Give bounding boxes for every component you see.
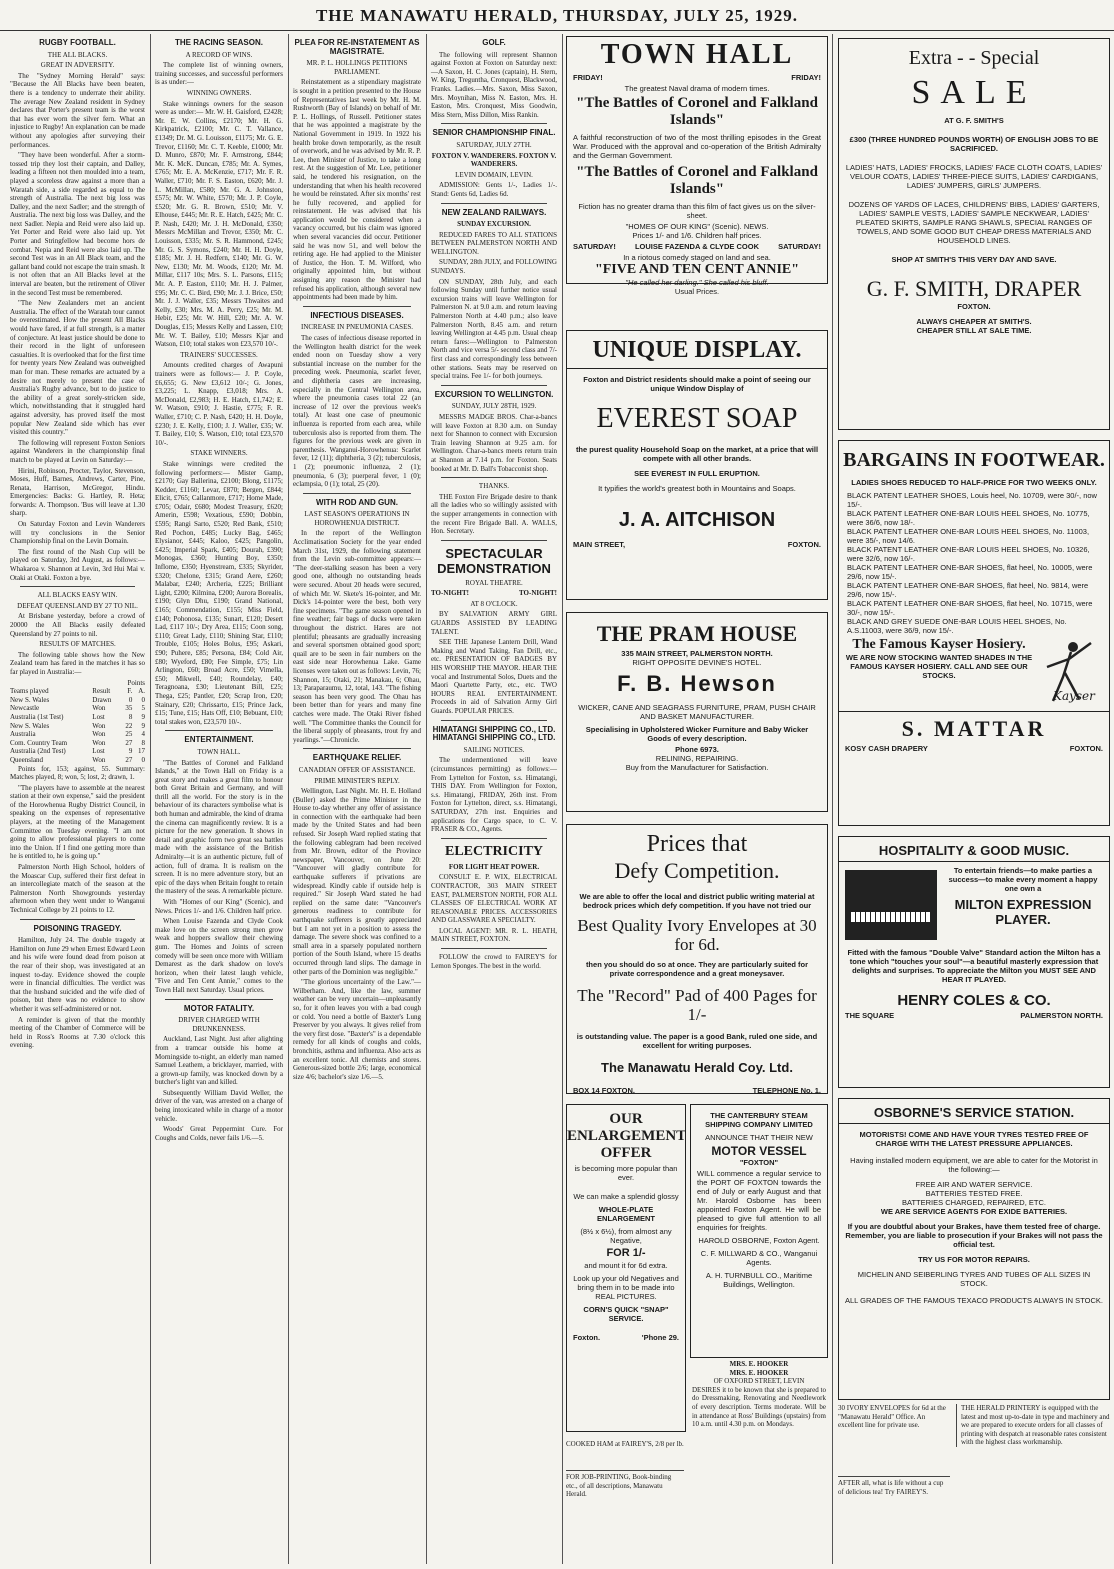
paragraph: Palmerston North High School, holders of the Moascar Cup, suffered their first defeat in an intercollegiate match of the season at the Palmerston North Showgrounds yesterday afternoon when they went under to Wanganui Technical College by 21 points to 12.: [10, 863, 145, 914]
ad-title: THE CANTERBURY STEAM SHIPPING COMPANY LIMITED: [705, 1111, 813, 1129]
ad-row: [567, 71, 827, 84]
ad-text: CORN'S QUICK "SNAP" SERVICE.: [583, 1305, 669, 1323]
ad-title: MRS. E. HOOKER: [729, 1360, 789, 1368]
column-news: [293, 34, 421, 1564]
ad-prices-defy: [566, 824, 828, 1094]
ad-text: WHOLE-PLATE ENLARGEMENT: [597, 1205, 655, 1223]
ad-text: WE ARE SERVICE AGENTS FOR EXIDE BATTERIES.: [880, 1207, 1068, 1216]
masthead-title: THE MANAWATU HERALD, THURSDAY, JULY 25, 1929.: [315, 6, 799, 25]
subheading: STAKE WINNERS.: [190, 449, 248, 458]
merchant-name: F. B. Hewson: [617, 671, 777, 696]
notice-text: AFTER all, what is life without a cup of delicious tea! Try FAIREY'S.: [838, 1479, 944, 1496]
ad-text: Look up your old Negatives and bring them in to be made into REAL PICTURES.: [573, 1274, 679, 1301]
subheading: CANADIAN OFFER OF ASSISTANCE.: [298, 765, 416, 774]
subheading: WINNING OWNERS.: [186, 88, 252, 97]
column-rule: [150, 34, 151, 1564]
table-header: Result: [92, 687, 111, 696]
ad-text: ANNOUNCE THAT THEIR NEW: [705, 1133, 813, 1142]
ad-title: SALE: [911, 74, 1037, 111]
headline: POISONING TRAGEDY.: [33, 923, 122, 933]
ad-text: then you should do so at once. They are particularly suited for private correspondence and a great moneysaver.: [585, 960, 809, 978]
paragraph: Reinstatement as a stipendiary magistrate is sought in a petition presented to the House of Representatives last week by Mr. H. M. Rushworth (Bay of Islands) on behalf of Mr. P. L. Hollings, of Russell. Petitioner states that he was appointed a magistrate by the National Government in 1919. In 1922 his health broke down temporarily, as the result of overwork, and he was advised by Mr. R. P. Lee, then Minister of Justice, to take a long rest. At the suggestion of Mr. Lee, petitioner said, he tendered his resignation, on the understanding that when his health recovered he would be reinstated. After six months' rest he fully recovered, and applied for reinstatement. He was advised that his application would be considered when a vacancy occurred, but his claim was ignored when several vacancies did occur. Petitioner said he was now 51, and well below the retiring age. He had applied to the Minister of Justice, the Hon. T. M. Wilford, who originally appointed him, but without assigning any reason the Minister had refused his application, although several new appointments had been made by him.: [293, 78, 421, 302]
ad-osborne: [838, 1098, 1110, 1400]
notice-ham: [566, 1440, 684, 1449]
kayser-block: [839, 637, 1109, 707]
ad-text: "HOMES OF OUR KING" (Scenic). NEWS.: [625, 222, 769, 231]
headline: MOTOR FATALITY.: [183, 1003, 255, 1013]
subheading: GREAT IN ADVERSITY.: [40, 61, 115, 70]
ad-text: the purest quality Household Soap on the market, at a price that will compete with all other brands.: [575, 445, 819, 463]
address: THE SQUARE: [845, 1011, 895, 1020]
merchant-name: J. A. AITCHISON: [618, 509, 776, 531]
divider: [441, 385, 547, 386]
ad-text: We can make a splendid glossy: [573, 1192, 679, 1201]
divider: [303, 306, 411, 307]
ad-title: UNIQUE DISPLAY.: [567, 337, 827, 369]
merchant-name: The Manawatu Herald Coy. Ltd.: [601, 1060, 793, 1075]
list-item: BLACK PATENT LEATHER ONE-BAR SHOES, flat heel, No. 10005, were 29/6, now 15/-.: [847, 563, 1093, 581]
paragraph: Stake winnings owners for the season were as under:— Mr. W. H. Gaisford, £2428; Mr. E. W. Collins, £2170; Mr. H. G. Kirkpatrick, £2100; Mr. C. T. Vallance, £1349; Dr. M. G. Louisson, £1175; Mr. G. E. Trevor, £1160; Mr. C. T. Keeble, £1000; Mr. D. Munro, £870; Mr. F. Armstrong, £844; Mr. K. McK. Duncan, £785; Mr. A. Symes, £765; Mr. E. A. McKenzie, £717; Mr. F. R. Waller, £710; Mr. F. S. Easton, £620; Mr. J. L. McMillan, £580; Mr. G. A. Johnston, £575; Mr. W. White, £570; Mr. J. P. Coyle, £520; Mr. G. R. Brown, £510; Mr. V. Elhouse, £445; Mr. R. E. Hatch, £425; Mr. C. P. Nash, £420; Mr. J. H. McDonald, £350; Messrs McMillan and Trevor, £350; Mr. C. Louisson, £335; Mr. S. R. Hammond, £245; Mr. G. S. Symons, £240; Mr. H. H. Doyle, £185; Mr. J. H. Redfern, £140; Mr. G. W. New, £130; Mr. M. Woods, £120; Mr. M. Millar, £117 10s; Mrs. S. L. Parsons, £115; Mr. A. P. Easton, £110; Mr. H. J. Palmer, £95; Mr. C. C. Bird, £90; Mr. J. J. Brice, £50; Mr. J. J. Waller, £35; Messrs Thwaites and Kelly, £30; Mrs. M. A. Perry, £25; Mr. M. Hebir, £25; Mr. W. Hill, £20; Mr. A. W. Douglas, £15; Messrs Kelly and Lassen, £10; Mr. W. T. Bailey, £10; Messrs Kjar and Watson, £10; total stakes won £23,570 10/-.: [155, 99, 283, 349]
merchant-name: S. MATTAR: [839, 711, 1109, 742]
agent: HAROLD OSBORNE, Foxton Agent.: [698, 1236, 820, 1245]
subheading: TRAINERS' SUCCESSES.: [180, 350, 258, 359]
product-offer: Best Quality Ivory Envelopes at 30 for 6d.: [577, 916, 817, 954]
paragraph: A reminder is given of that the monthly meeting of the Chamber of Commerce will be held in Ross's Rooms at 7.30 o'clock this evening.: [10, 1015, 145, 1050]
ad-title: TOWN HALL: [600, 39, 794, 70]
divider: [165, 730, 273, 731]
subheading: THE ALL BLACKS.: [47, 50, 108, 59]
list-item: BLACK PATENT LEATHER ONE-BAR LOUIS HEEL SHOES, No. 11003, were 35/-, now 14/6.: [847, 527, 1090, 545]
ad-row: [567, 240, 827, 253]
ad-hooker: [692, 1360, 826, 1470]
subheading: FOR LIGHT HEAT POWER.: [448, 862, 540, 871]
ad-text: £300 (THREE HUNDRED POUNDS WORTH) OF ENGLISH JOBS TO BE SACRIFICED.: [849, 135, 1099, 153]
film-title: "FIVE AND TEN CENT ANNIE": [594, 262, 800, 277]
piano-illustration: [845, 870, 937, 940]
price: FOR 1/-: [606, 1247, 646, 1259]
ad-text: WILL commence a regular service to the PORT OF FOXTON towards the end of July or early August and that Mr. Harold Osborne has been appointed Foxton Agent. He will be pleased to give full attention to all enquiries for freights.: [697, 1169, 821, 1232]
ad-text: In a riotous comedy staged on land and sea.: [623, 253, 771, 262]
ad-row: [839, 1009, 1109, 1022]
notice-printery: [956, 1404, 1113, 1447]
paragraph: Hamilton, July 24. The double tragedy at Hamilton on June 29 when Ernest Edward Leon and his wife were found dead from poison at the rear of their shop, was investigated at an inquest to-day. Evidence showed the couple were in financial difficulties. The verdict was that the husband suicided and the wife died of poison, but there was no evidence to show whether it was self-administered or not.: [10, 936, 145, 1013]
headline: GOLF.: [482, 38, 506, 47]
ad-title: OUR ENLARGEMENT OFFER: [567, 1111, 687, 1161]
music-top: [839, 866, 1109, 940]
table-row: Com. Country Team Won 27 8: [10, 738, 145, 747]
column-racing: [155, 34, 283, 1564]
kayser-signature: Kayser: [1053, 689, 1095, 703]
ad-title: BARGAINS IN FOOTWEAR.: [843, 449, 1105, 471]
headline: RUGBY FOOTBALL.: [39, 38, 116, 47]
address: PALMERSTON NORTH.: [1020, 1011, 1103, 1020]
table-row: New S. Wales Won 22 9: [10, 721, 145, 730]
subheading: A RECORD OF WINS.: [185, 50, 253, 59]
agent: C. F. MILLWARD & CO., Wanganui Agents.: [700, 1249, 818, 1267]
subheading: DEFEAT QUEENSLAND BY 27 TO NIL.: [17, 601, 138, 610]
ad-text: (8½ x 6½), from almost any Negative,: [580, 1227, 672, 1245]
paragraph: FOLLOW the crowd to FAIREY'S for Lemon Sponges. The best in the world.: [431, 953, 557, 970]
notice-text: COOKED HAM at FAIREY'S, 2/8 per lb.: [566, 1440, 684, 1448]
ad-text: Buy from the Manufacturer for Satisfaction.: [625, 763, 769, 772]
phone: TELEPHONE No. 1.: [752, 1086, 821, 1095]
address: MAIN STREET,: [573, 540, 626, 549]
ad-text: OF OXFORD STREET, LEVIN: [713, 1377, 805, 1386]
paragraph: The following will represent Shannon against Foxton at Foxton on Saturday next:—A Saxon, H. C. Jones (captain), H. Stern, W. King, Treguntha, Cronquest, Blackwood, Franks. Ladies.—Mrs. Saxon, Miss Saxon, Mrs. Moynihan, Miss N. Easton, Mrs. H. Easton, Mrs. Cronquest, Miss Goodwin, Miss Stern, Miss Dillon, Miss Rankin.: [431, 50, 557, 119]
ad-special-sale: [838, 38, 1110, 430]
merchant-name: G. F. SMITH, DRAPER: [866, 276, 1082, 301]
list-item: BLACK PATENT LEATHER ONE-BAR SHOES, flat heel, No. 10715, were 30/-, now 15/-.: [847, 599, 1093, 617]
divider: [441, 838, 547, 839]
day-label: SATURDAY!: [573, 242, 616, 251]
paragraph: SEE THE Japanese Lantern Drill, Wand Making and Wand Taking, Fan Drill, etc., etc. PRESENTATION OF BADGES BY HIS WORSHIP THE MAYOR. HEAR THE vocal and Instrumental Solos, Duets and the Maori Quartette Party, etc., etc. TWO HOURS REAL ENTERTAINMENT. Proceeds in aid of Salvation Army Girl Guards. POPULAR PRICES.: [431, 638, 557, 715]
divider: [441, 720, 547, 721]
ad-text: Fitted with the famous "Double Valve" Standard action the Milton has a tone which "touches your soul"—a beautiful masterly expression that delights and surprises. To appreciate the Milton you MUST SEE AND HEAR IT PLAYED.: [847, 948, 1101, 984]
tonight-label: TO-NIGHT!: [431, 589, 469, 598]
ad-pram-house: [566, 612, 828, 812]
paragraph: Stake winnings were credited the following performers:— Mister Gamp, £2170; Gay Ballerina, £2100; Blong, £1175; Kedder, £1160; Levar, £870; Bergen, £844; Elicit, £765; Callanmore, £717; Home Made, £705; Odair, £680; Modest Treasury, £620; Amerin, £598; Vexatious, £590; Dobbin, £595; Rangi Sarto, £520; Red Bank, £510; Red Pochon, £485; Lucky Bag, £465; Elysianor, £445; Kaloo, £425; Pangolin, £425; Imperial Spark, £405; Dourah, £390; Monogas, £360; Hunting Boy, £350; Inflome, £350; Hyenstream, £335; Skyrider, £320; Chelone, £315; Grand Aere, £260; Malabar, £240; Archeria, £225; Brilliant Light, £200; Kilmina, £200; Aurora Borealis, £190; Glyn Dhu, £190; Grand National, £165; Commendation, £155; Miss Field, £140; Pohonosa, £135; Sunart, £120; Desert Lad, £117 10/-; Dry Area, £115; Coon song, £110; Great Lady, £110; Shining Star, £110; Trouble, £105; Holes Bolus, £95; Askari, £90; Puhere, £85; Persona, £84; Cold Air, £80; Wyeford, £80; Fee Simple, £75; Lin Arlington, £60; Broad Acre, £50; Vimella, £50; Mikwell, £40; Roundelay, £40; Teragnoana, £30; Lieutenant Bill, £25; Thega, £25; Pantler, £20; Scrap Iron, £20; Stainary, £20; Chrissarto, £15; Prince Jack, £15; Tune, £15; Hats Off, £10; Bebuant, £10; total stakes won, £23,570 10/-.: [155, 459, 283, 726]
divider: [441, 540, 547, 541]
paragraph: "The New Zealanders met an ancient Australia. The effect of the Waratah tour cannot be overestimated. How the present All Blacks would have fared, if at full strength, is a matter of conjecture. At least justice should be done to their record in the light of unforeseen casualties. It is overlooked that for the first time for twenty years New Zealand was outweighed man for man. These remarks are actuated by a desire not merely to present the case of Australia's Rugby advance, but to do justice to the ability of a great sorely-stricken side, which, notwithstanding that it struggled hard against adversity, has proved itself the most popular New Zealand side which has ever visited this country.": [10, 299, 145, 437]
subheading: RESULTS OF MATCHES.: [39, 640, 116, 649]
headline: ELECTRICITY: [444, 843, 544, 859]
table-row: Australia (1st Test) Lost 8 9: [10, 712, 145, 721]
divider: [441, 477, 547, 478]
ad-text: WE ARE NOW STOCKING WANTED SHADES IN THE FAMOUS KAYSER HOSIERY. CALL AND SEE OUR STOCKS.: [845, 653, 1033, 680]
ad-music: [838, 836, 1110, 1088]
ad-text: FREE AIR AND WATER SERVICE.: [915, 1180, 1033, 1189]
paragraph: The following will represent Foxton Seniors against Wanderers in the championship final match to be played at Levin on Saturday:—: [10, 438, 145, 464]
footwear-list: [839, 489, 1109, 637]
headline: EXCURSION TO WELLINGTON.: [434, 389, 554, 399]
paragraph: Hirini, Robinson, Procter, Taylor, Stevenson, Moses, Huff, Barnes, Andrews, Carter, Pine, Renata, Harrison, McGregor, Hindu. Emergencies: Backs: G. Hartley, R. Heta; forwards: A. Thompson. 'Bus will leave at 1.30 sharp.: [10, 466, 145, 518]
ad-text: is becoming more popular than ever.: [574, 1164, 678, 1182]
brand-name: EVEREST SOAP: [596, 403, 798, 434]
address: RIGHT OPPOSITE DEVINE'S HOTEL.: [632, 658, 762, 667]
address: FOXTON.: [1069, 744, 1103, 753]
phone: Phone 6973.: [675, 745, 719, 754]
headline: SENIOR CHAMPIONSHIP FINAL.: [432, 128, 556, 138]
headline: EARTHQUAKE RELIEF.: [312, 753, 402, 763]
subheading: DRIVER CHARGED WITH DRUNKENNESS.: [178, 1016, 260, 1033]
paragraph: The cases of infectious disease reported in the Wellington health district for the week ended noon on Tuesday show a very substantial increase on the number for the preceding week. Pneumonia, scarlet fever, and diphtheria cases are increasing, especially in the Central Wellington area, where the pneumonia cases total 22 (an increase of 12 over the previous week's total). At least one case of pneumonic influenza is reported from each area, while tuberculosis also is reported from them. The figures for the previous week are given in parenthesis. Wanganui-Horowhenua: Scarlet fever, 12 (11); diphtheria, 3 (2); tuberculosis, 1 (2); pneumonic influenza, 2 (1); pneumonia, 6 (3); puerperal fever, 1 (0); eclampsia, 0 (1); total, 25 (20).: [293, 334, 421, 489]
ad-title: HOSPITALITY & GOOD MUSIC.: [839, 843, 1109, 862]
product-title: The Famous Kayser Hosiery.: [852, 637, 1026, 652]
ad-text: RELINING, REPAIRING.: [655, 754, 739, 763]
ad-text: ALL GRADES OF THE FAMOUS TEXACO PRODUCTS ALWAYS IN STOCK.: [845, 1296, 1103, 1305]
paragraph: On Saturday Foxton and Levin Wanderers will try conclusions in the Senior Championship final on the Levin Domain.: [10, 520, 145, 546]
column-notices: [431, 34, 557, 1564]
headline: THE RACING SEASON.: [174, 38, 263, 47]
ad-text: SHOP AT SMITH'S THIS VERY DAY AND SAVE.: [891, 255, 1057, 264]
ad-text: To entertain friends—to make parties a success—to make every moment a happy one own a: [948, 866, 1098, 893]
day-label: SATURDAY!: [778, 242, 821, 251]
music-intro: [937, 866, 1103, 940]
notice-text: FOR JOB-PRINTING, Book-binding etc., of all descriptions, Manawatu Herald.: [566, 1473, 672, 1499]
address: FOXTON.: [957, 302, 991, 311]
divider: [20, 919, 135, 920]
ad-text: MICHELIN AND SEIBERLING TYRES AND TUBES OF ALL SIZES IN STOCK.: [857, 1270, 1091, 1288]
paragraph: SUNDAY, 28th JULY, and FOLLOWING SUNDAYS.: [431, 258, 557, 276]
headline: NEW ZEALAND RAILWAYS.: [441, 207, 547, 217]
subheading: AT 8 O'CLOCK.: [470, 599, 518, 608]
list-item: BLACK PATENT LEATHER SHOES, Louis heel, No. 10709, were 30/-, now 15/-.: [847, 491, 1097, 509]
ad-text: DOZENS OF YARDS OF LACES, CHILDRENS' BIBS, LADIES' GARTERS, LADIES' SAMPLE VESTS, LADIES' SAMPLE NECKWEAR, LADIES' PLEATED SKIRTS, SAMPLE RANG SHAWLS, SPECIAL RANGES OF TOWELS, AND SOME GOOD BUT CHEAP DRESS MATERIALS AND HOUSEHOLD LINES.: [848, 200, 1100, 245]
paragraph: Amounts credited charges of Awapuni trainers were as follows:— J. P. Coyle, £6,655; G. New £3,612 10/-; G. Jones, £3,225; L. Knapp, £3,018; Mrs. A. McDonald, £2,983; H. E. Hatch, £1,742; E. W. Watson, £910; J. Hastie, £775; F. R. Waller, £710; C. P. Nash, £420; H. H. Doyle, £230; J. E. Kelly, £100; J. J. Waller, £35; W. T. Bailey, £10; S. Watson, £10; total £23,570 10/-.: [155, 361, 283, 447]
ad-text: AT G. F. SMITH'S: [944, 116, 1004, 125]
column-rule: [562, 34, 563, 1564]
ad-text: Foxton and District residents should make a point of seeing our unique Window Display of: [583, 375, 811, 393]
paragraph: Wellington, Last Night. Mr. H. E. Holland (Buller) asked the Prime Minister in the House to-day whether any offer of assistance in connection with the earthquake had been made by the United States and had been refused. Sir Joseph Ward replied stating that the following cablegram had been received from Mr. Brown, editor of the Province newspaper, Vancouver, on June 20: "Vancouver will gladly contribute for earthquake sufferers if privations are widespread. Kindly cable if outside help is required." Sir Joseph Ward stated he had replied on the same date: "Vancouver's generous readiness to contribute for earthquake sufferers is greatly appreciated but I am not yet in a position to assess the damage. The severe shock was confined to a small area in a sparsely populated northern portion of the South Island, where 15 deaths occurred through land slips. The damage in other parts of the Dominion was negligible.": [293, 787, 421, 976]
ad-row: [567, 1331, 685, 1344]
ad-unique-display: [566, 330, 828, 600]
paragraph: Auckland, Last Night. Just after alighting from a tramcar outside his home at Morningside to-night, an elderly man named Samuel Leathem, a bricklayer, married, with a grown-up family, was knocked down by a butcher's light van and killed.: [155, 1035, 283, 1087]
divider: [441, 203, 547, 204]
subheading: LEVIN DOMAIN, LEVIN.: [455, 170, 533, 179]
column-rugby: [10, 34, 145, 1564]
address: 335 MAIN STREET, PALMERSTON NORTH.: [621, 649, 773, 658]
day-label: FRIDAY!: [791, 73, 821, 82]
ad-title: Prices that: [646, 831, 748, 857]
ad-text: Having installed modern equipment, we are able to cater for the Motorist in the following:—: [850, 1156, 1098, 1174]
paragraph: "They have been wonderful. After a storm-tossed trip they lost their captain, and Dalley, leading a fifteen not then moulded into a team, played a scoreless draw against a more than a Waratah side, a side regarded as equal to the strength of Australia. The next big loss was Dalley, and the next Sadler; and the strength of Australia. The next big loss was Dalley, and the next Sadler. Nepia and Reid were also laid up. Yet Porter and Reid were also laid up. Yet Porter and Stringfellow had become hors de combat. Nepia and Reid were also laid up. The second Test was in an All Black team, and the gallant band could not escape the train smash. It is not often that an All Blacks level at the interval are beaten, but the retirement of Oliver in the second Test must be remembered.: [10, 151, 145, 297]
paragraph: With "Homes of our King" (Scenic), and News. Prices 1/- and 1/6. Children half price.: [155, 898, 283, 915]
headline: INFECTIOUS DISEASES.: [310, 310, 404, 320]
piano-leg: [927, 922, 933, 940]
kayser-text: [845, 637, 1033, 680]
column-rule: [426, 34, 427, 1564]
paragraph: CONSULT E. P. WIX, ELECTRICAL CONTRACTOR, 303 MAIN STREET EAST, PALMERSTON NORTH, FOR ALL CLASSES OF ELECTRICAL WORK AT REASONABLE PRICES. ACCESSORIES AND GLASSWARE A SPECIALTY.: [431, 873, 557, 925]
subheading: SUNDAY, JULY 28TH, 1929.: [451, 402, 537, 411]
paragraph: MESSRS MADGE BROS. Char-a-bancs will leave Foxton at 8.30 a.m. on Sunday next for Shannon to connect with Excursion Train leaving Shannon at 9.25 a.m. for Wellington. Char-a-bancs meets return train at Shannon at 7.14 p.m. for Foxton. Seats booked at Mr. D. Ball's Tobacconist shop.: [431, 412, 557, 473]
film-title: "The Battles of Coronel and Falkland Islands": [576, 95, 818, 128]
ad-text: Prices 1/- and 1/6. Children half prices.: [632, 231, 762, 240]
notice-ivory: [838, 1404, 950, 1430]
subheading: TOWN HALL.: [197, 747, 241, 756]
dancer-illustration: [1033, 637, 1103, 707]
subheading: SUNDAY EXCURSION.: [457, 220, 531, 229]
paragraph: Subsequently William David Weller, the driver of the van, was arrested on a charge of being intoxicated while in charge of a motor vehicle.: [155, 1088, 283, 1123]
paragraph: LOCAL AGENT: MR. R. L. HEATH, MAIN STREET, FOXTON.: [431, 926, 557, 944]
column-rule: [832, 34, 833, 1564]
headline: PLEA FOR RE-INSTATEMENT AS MAGISTRATE.: [294, 38, 420, 56]
stars-label: LOUISE FAZENDA & CLYDE COOK: [634, 242, 760, 251]
paragraph: In the report of the Wellington Acclimatisation Society for the year ended March 31st, 1929, the following statement from the Levin sub-committee appears:— "The deer-stalking season has been a very good one, although no outstanding heads were secured. About 20 heads were secured, of which Mr. W. Skete's 16-pointer, and Mr. Dick's 14-pointer were the best, both very fine specimens. "The game season opened in fine weather; fair bags of ducks were taken throughout the district. Hares are not plentiful; pheasants are gradually increasing and several sportsmen obtained good sport; quail are to be seen in fair numbers on the east side near Horowhenua Lake. Game licenses were taken out as follows: Levin, 76; Shannon, 15; Otaki, 21; Manakau, 6; Ohau, 13; Paraparaumu, 12, total, 143. "The fishing season has been very good. The Ohau has been better than for years and many fine catches were made. The Otaki River fished well. "The Committee thanks the Council for the liberal supply of pheasants, trout fry and yearlings."—Chronicle.: [293, 529, 421, 744]
divider: [441, 948, 547, 949]
paragraph: THE Foxton Fire Brigade desire to thank all the ladies who so willingly assisted with the supper arrangements in connection with the recent Fire Brigade Ball. A. WALLS, Hon. Secretary.: [431, 492, 557, 536]
paragraph: "The Battles of Coronel and Falkland Islands," at the Town Hall on Friday is a great story and makes a great film to honour both Great Britain and Germany, and will thrill all the world. For the story is in the behaviour of its characters symbolise what is both human and admirable, the kind of drama the cinema can magnificently review. It is a picture for the new generation. It shows in detail and graphic form two great sea battles made with the assistance of the British Admiralty—it is an authentic picture, full of action, full of drama. It is realism on the screen. It is no mere adventure story, but an epic of the days when Britain fought to retain the mastery of the seas. A remarkable picture.: [155, 758, 283, 896]
divider: [441, 123, 547, 124]
table-header: Teams played: [10, 687, 49, 696]
product-offer: The "Record" Pad of 400 Pages for 1/-: [577, 986, 817, 1024]
subheading: FOXTON V. WANDERERS. FOXTON V. WANDERERS.: [431, 151, 557, 169]
piano-leg: [849, 922, 855, 940]
subheading: ALL BLACKS EASY WIN.: [37, 591, 118, 600]
paragraph: The undermentioned will leave (circumstances permitting) as follows:— From Lyttelton for Foxton, s.s. Himatangi, THIS DAY. From Wellington for Foxton, s.s. Himatangi, FRIDAY, 26th inst. From Foxton for Lyttelton, direct, s.s. Himatangi, SATURDAY, 27th inst. Enquiries and applications for Cargo space, to C. V. FRASER & CO., Agents.: [431, 756, 557, 834]
ad-title: THE PRAM HOUSE: [596, 621, 798, 646]
paragraph: The complete list of winning owners, training successes, and successful performers is as under:—: [155, 61, 283, 87]
ad-text: Specialising in Upholstered Wicker Furniture and Baby Wicker Goods of every description.: [585, 725, 809, 743]
ad-text: It typifies the world's greatest both in Mountains and Soaps.: [598, 484, 796, 493]
ad-text: CHEAPER STILL AT SALE TIME.: [916, 326, 1032, 335]
paragraph: BY SALVATION ARMY GIRL GUARDS ASSISTED BY LEADING TALENT.: [431, 610, 557, 636]
ad-row: [567, 1084, 827, 1097]
ad-enlargement: [566, 1104, 686, 1432]
headline: HIMATANGI SHIPPING CO., LTD. HIMATANGI SHIPPING CO., LTD.: [432, 724, 556, 743]
day-label: FRIDAY!: [573, 73, 603, 82]
table-row: Queensland Won 27 0: [10, 755, 145, 764]
divider: [303, 493, 411, 494]
divider: [165, 999, 273, 1000]
ad-text: MOTORISTS! COME AND HAVE YOUR TYRES TESTED FREE OF CHARGE WITH THE LATEST PRESSURE APPLIANCES.: [859, 1130, 1089, 1148]
table-row: Newcastle Won 35 5: [10, 704, 145, 713]
ad-text: The greatest Naval drama of modern times.: [624, 84, 770, 93]
tonight-row: [431, 589, 557, 598]
list-item: BLACK PATENT LEATHER ONE-BAR LOUIS HEEL SHOES, No. 10326, were 32/6, now 16/-.: [847, 545, 1090, 563]
ad-text: ALWAYS CHEAPER AT SMITH'S.: [916, 317, 1032, 326]
subheading: INCREASE IN PNEUMONIA CASES.: [300, 323, 413, 332]
ad-text: BATTERIES CHARGED, REPAIRED, ETC.: [902, 1198, 1046, 1207]
masthead: [0, 0, 1114, 31]
ad-text: WICKER, CANE AND SEAGRASS FURNITURE, PRAM, PUSH CHAIR AND BASKET MANUFACTURER.: [578, 703, 816, 721]
phone: 'Phone 29.: [641, 1333, 679, 1342]
list-item: BLACK AND GREY SUEDE ONE-BAR LOUIS HEEL SHOES, No. A.S.11003, were 36/9, now 15/-.: [847, 617, 1067, 635]
notice-text: THE HERALD PRINTERY is equipped with the latest and most up-to-date in type and machinery and we are prepared to execute orders for all classes of printing with despatch at reasonable rates consistent with the highest class workmanship.: [961, 1404, 1110, 1447]
column-rule: [288, 34, 289, 1564]
ad-text: A faithful reconstruction of two of the most thrilling episodes in the Great War. Produced with the approval and co-operation of the British Admiralty and the German Government.: [573, 133, 821, 160]
ad-row: [567, 538, 827, 551]
results-table: [10, 679, 145, 765]
ad-footwear: [838, 440, 1110, 826]
paragraph: ON SUNDAY, 28th July, and each following Sunday until further notice usual excursion trains will leave Wellington for Palmerston N. at 9.0 a.m. and return leaving Palmerston North at 4.40 p.m.; also leave Palmerston North, 8.45 a.m. and return leaving Wellington at 4.45 p.m. Usual cheap return fares:—Wellington to Palmerston North and vice versa 5/- second class and 7/- first class and correspondingly less between other stations. Seats may be reserved on special trains. Fee 1/- for both journeys.: [431, 277, 557, 381]
ad-text: LADIES SHOES REDUCED TO HALF-PRICE FOR TWO WEEKS ONLY.: [851, 478, 1097, 487]
ad-text: Fiction has no greater drama than this film of fact gives us on the silver-sheet.: [578, 202, 816, 220]
ad-text: Usual Prices.: [674, 287, 720, 296]
paragraph: REDUCED FARES TO ALL STATIONS BETWEEN PALMERSTON NORTH AND WELLINGTON.: [431, 230, 557, 256]
ad-text: is outstanding value. The paper is a good Bank, ruled one side, and excellent for writing purposes.: [576, 1032, 818, 1050]
list-item: BLACK PATENT LEATHER ONE-BAR SHOES, flat heel, No. 9814, were 29/6, now 15/-.: [847, 581, 1089, 599]
subheading: LAST SEASON'S OPERATIONS IN HOROWHENUA DISTRICT.: [304, 510, 410, 527]
headline: ENTERTAINMENT.: [184, 735, 254, 745]
table-row: New S. Wales Drawn 0 0: [10, 695, 145, 704]
address: Foxton.: [573, 1333, 601, 1342]
ad-text: LADIES' HATS, LADIES' FROCKS, LADIES' FACE CLOTH COATS, LADIES' VELOUR COATS, LADIES' THREE-PIECE SUITS, LADIES' CARDIGANS, LADIES' JUMPERS, GIRLS' JUMPERS.: [845, 163, 1103, 190]
ad-title: MRS. E. HOOKER: [729, 1368, 789, 1377]
table-row: Australia (2nd Test) Lost 9 17: [10, 747, 145, 756]
ad-canterbury-steam: [690, 1104, 828, 1358]
headline: WITH ROD AND GUN.: [316, 497, 398, 507]
tonight-label: TO-NIGHT!: [519, 589, 557, 598]
table-header: F.: [127, 687, 133, 696]
table-row: Australia Won 25 4: [10, 730, 145, 739]
paragraph: "The glorious uncertainty of the Law."—Wilberham. And, like the law, summer weather can be very uncertain—unpleasantly so, for it often leaves you with a bad cough or cold. You need a bottle of Baxter's Lung Preserver by you always. It gives relief from the very first dose. "Baxter's" is a dependable remedy for all kinds of coughs and colds, bronchitis, asthma and influenza. Also acts as an excellent tonic. All chemists and stores. Generous-sized bottle 2/6; large, economical size 4/6; bachelor's size 1/6.—5.: [293, 978, 421, 1081]
product-title: MILTON EXPRESSION PLAYER.: [954, 897, 1092, 927]
table-points-label: Points: [127, 678, 145, 687]
agent: A. H. TURNBULL CO., Maritime Buildings, Wellington.: [705, 1271, 813, 1289]
paragraph: The following table shows how the New Zealand team has fared in the matches it has so far played in Australia:—: [10, 650, 145, 676]
paragraph: The first round of the Nash Cup will be played on Saturday, 3rd August, as follows:— Whakaroa v. Shannon at Levin, 3rd Hui Mai v. Otaki at Otaki. Foxton a bye.: [10, 547, 145, 582]
piano-keys-icon: [851, 912, 931, 922]
subheading: THANKS.: [478, 482, 510, 491]
headline: SPECTACULAR DEMONSTRATION: [437, 545, 551, 576]
subheading: SAILING NOTICES.: [463, 745, 525, 754]
ad-title: Defy Competition.: [614, 858, 780, 883]
ad-text: We are able to offer the local and district public writing material at bedrock prices which defy competition. If you have not tried our: [579, 892, 815, 910]
ad-text: "He called her darling." She called his bluff.: [625, 278, 769, 287]
ad-text: BATTERIES TESTED FREE.: [925, 1189, 1023, 1198]
ad-text: SEE EVEREST IN FULL ERUPTION.: [634, 469, 760, 478]
address: KOSY CASH DRAPERY: [845, 744, 928, 753]
ad-title: Extra - - Special: [908, 47, 1040, 69]
ship-label: MOTOR VESSEL: [711, 1144, 807, 1158]
paragraph: ADMISSION: Gents 1/-, Ladies 1/-. Stand: Gents 6d, Ladies 6d.: [431, 181, 557, 198]
subheading: SATURDAY, JULY 27TH.: [456, 140, 532, 149]
subheading: PRIME MINISTER'S REPLY.: [314, 776, 400, 785]
subheading: MR. P. L. HOLLINGS PETITIONS PARLIAMENT.: [306, 59, 408, 76]
paragraph: "The players have to assemble at the nearest station at their own expense," said the president of the Horowhenua Rugby District Council, in speaking on the expenses of representative players, at the meeting of the Management Committee on Tuesday evening. "I am not going to allow professional players to come into the Union. If I find one getting more than he is entitled to, he is going up.": [10, 783, 145, 861]
notice-job: [566, 1470, 684, 1499]
paragraph: When Louise Fazenda and Clyde Cook make love on the screen strong men grow weak and hoppers swallow their chewing gum. The Homes and Joints of screen comedy will be seen once more with William Demarest as the dark shadow on love's horizon, when their latest laugh vehicle, "Five and Ten Cent Annie," comes to the Town Hall next Saturday. Usual prices.: [155, 917, 283, 994]
notice-tea: [838, 1476, 950, 1496]
paragraph: Woods' Great Peppermint Cure. For Coughs and Colds, never fails 1/6.—5.: [155, 1125, 283, 1142]
paragraph: At Brisbane yesterday, before a crowd of 20000 the All Blacks easily defeated Queensland by 27 points to nil.: [10, 612, 145, 638]
ship-name: "FOXTON": [739, 1158, 779, 1167]
divider: [20, 586, 135, 587]
ad-town-hall: [566, 36, 828, 296]
address: BOX 14 FOXTON.: [573, 1086, 635, 1095]
ad-text: DESIRES it to be known that she is prepared to do Dressmaking, Renovating and Needlework of every description. Terms moderate. Will be in attendance at Ross' Buildings (upstairs) from 10 a.m. until 4.30 p.m. on Mondays.: [692, 1385, 826, 1429]
divider: [303, 748, 411, 749]
paragraph: Points for, 153; against, 55. Summary: Matches played, 8; won, 5; lost, 2; drawn, 1.: [10, 764, 145, 782]
ad-text: If you are doubtful about your Brakes, have them tested free of charge. Remember, you are liable to prosecution if your Brakes will not pass the official test.: [845, 1222, 1103, 1249]
ad-row: [839, 742, 1109, 755]
address: FOXTON.: [787, 540, 821, 549]
ad-title: OSBORNE'S SERVICE STATION.: [839, 1105, 1109, 1124]
merchant-name: HENRY COLES & CO.: [897, 992, 1051, 1009]
table-header: A.: [138, 687, 145, 696]
list-item: BLACK PATENT LEATHER ONE-BAR LOUIS HEEL SHOES, No. 10775, were 36/6, now 18/-.: [847, 509, 1090, 527]
paragraph: The "Sydney Morning Herald" says: "Because the All Blacks have been beaten, there is a tendency to underrate their ability. The average New Zealand resident in Sydney declares that Porter's present team is the worst that has ever worn the silver fern. What an injustice to Rugby! An explanation can be made without any apologies after surveying their performances.: [10, 71, 145, 149]
ad-text: TRY US FOR MOTOR REPAIRS.: [918, 1255, 1030, 1264]
notice-text: 30 IVORY ENVELOPES for 6d at the "Manawatu Herald" Office. An excellent line for private use.: [838, 1404, 946, 1430]
film-title: "The Battles of Coronel and Falkland Islands": [576, 164, 818, 197]
ad-text: and mount it for 6d extra.: [584, 1261, 668, 1270]
subheading: ROYAL THEATRE.: [465, 578, 523, 587]
